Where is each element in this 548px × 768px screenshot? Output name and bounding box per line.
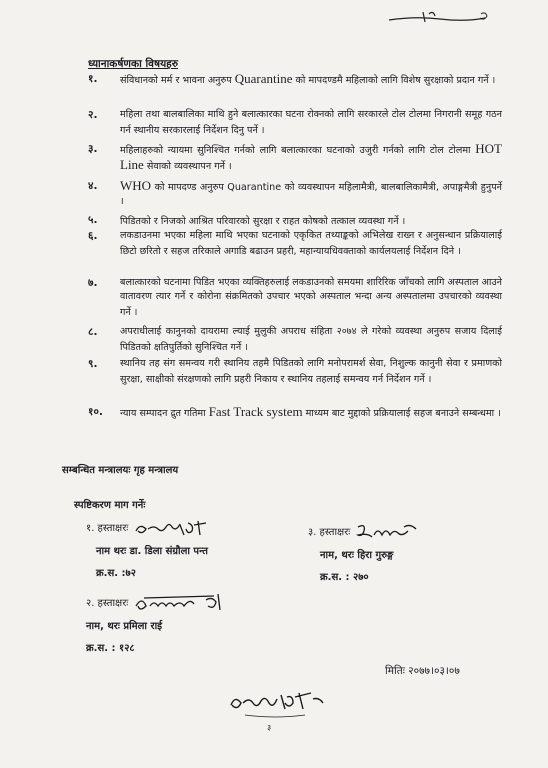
item-number: १०. [88, 406, 103, 418]
handwritten-signature [132, 590, 232, 616]
item-number: ४. [88, 180, 98, 192]
item-text: महिला तथा बालबालिका माथि हुने बलात्कारका घटना रोक्नको लागि सरकारले टोल टोलमा निगरानी समूह गठन गर्न स्थानीय सरकारलाई निर्देशन दिनु पर्ने । [120, 109, 502, 136]
document-date: मितिः २०७७।०३।०७ [385, 665, 460, 677]
item-text: WHO को मापदण्ड अनुरुप Quarantine को व्यवस्थापन महिलामैत्री, बालबालिकामैत्री, अपाङ्गमैत्री हुनुपर्ने । [120, 178, 502, 207]
signatory-serial: क्र.स. :७२ [96, 568, 136, 579]
item-number: ९. [88, 358, 98, 370]
item-text: पिडितको र निजको आश्रित परिवारको सुरक्षा र राहत कोषको तत्काल व्यवस्था गर्ने । [120, 216, 406, 227]
item-number: १. [88, 73, 98, 85]
page-number: ३ [267, 723, 272, 732]
handwritten-signature [354, 521, 424, 543]
signatory-1 [86, 517, 222, 581]
item-text: संविधानको मर्म र भावना अनुरुप Quarantine को मापदण्डमै महिलाको लागि विशेष सुरक्षाको प्रदान गर्ने । [120, 71, 496, 86]
item-number: ५. [88, 214, 98, 226]
item-text: अपराधीलाई कानुनको दायरामा ल्याई मुलुकी अपराध संहिता २०७४ ले गरेको व्यवस्था अनुरुप सजाय दिलाई पिडितको क्षतिपुर्तिको सुनिश्चित गर्ने । [120, 326, 502, 353]
item-text: महिलाहरुको न्यायमा सुनिश्चित गर्नको लागि बलात्कारका घटनाको उजुरी गर्नको लागि टोल टोलमा HOT Line सेवाको व्यवस्थापन गर्ने । [120, 141, 502, 172]
signatory-3 [308, 521, 424, 585]
signatory-name: नाम थरः डा. डिला संग्रौला पन्त [96, 546, 208, 557]
item-number: २. [88, 109, 98, 121]
handwritten-signature [132, 517, 222, 539]
signatory-name: नाम, थरः प्रमिला राई [86, 621, 163, 632]
item-number: ३. [88, 143, 98, 155]
signature-label: २. हस्ताक्षरः [86, 598, 129, 609]
clarification-heading: स्पष्टिकरण माग गर्नेः [74, 500, 146, 511]
section-heading: ध्यानाकर्षणका विषयहरु [88, 58, 179, 70]
top-handwritten-mark [385, 6, 505, 28]
item-text: बलात्कारको घटनामा पिडित भएका व्यक्तिहरुलाई लकडाउनको समयमा शारिरिक जाँचको लागि अस्पताल आउने वातावरण त्यार गर्ने र कोरोना संक्रमितको उपचार भएको अस्पताल भन्दा अन्य अस्पतालमा उपचारको व्यवस्था गर्ने । [120, 277, 502, 318]
signatory-name: नाम, थरः हिरा गुरुङ्ग [320, 550, 394, 561]
item-number: ७. [88, 277, 98, 289]
related-ministry: सम्बन्धित मन्त्रालयः गृह मन्त्रालय [62, 465, 179, 476]
signature-label: ३. हस्ताक्षरः [308, 527, 351, 538]
item-text: स्थानिय तह संग समन्वय गरी स्थानिय तहमै पिडितको लागि मनोपरामर्श सेवा, निशुल्क कानुनी सेवा र प्रमाणको सुरक्षा, साक्षीको संरक्षणको लागि प्रहरी निकाय र स्थानिय तहलाई समन्वय गर्न निर्देशन गर्ने । [120, 358, 502, 385]
item-text: न्याय सम्पादन द्रुत गतिमा Fast Track system माध्यम बाट मुद्दाको प्रक्रियालाई सहज बनाउने सम्बन्धमा । [120, 404, 501, 419]
signatory-serial: क्र.स. : १२८ [86, 643, 135, 654]
item-number: ६. [88, 230, 98, 242]
item-number: ८. [88, 326, 98, 338]
signature-label: १. हस्ताक्षरः [86, 523, 129, 534]
signatory-2 [86, 590, 232, 656]
bottom-handwritten-signature [225, 685, 335, 721]
item-text: लकडाउनमा भएका महिला माथि भएका घटनाको एकृकित तथ्याङ्कको अभिलेख राख्न र अनुसन्धान प्रक्रियालाई छिटो छरितो र सहज तरिकाले अगाडि बढाउन प्रहरी, महान्यायधिवक्ताको कार्यलयलाई निर्देशन दिने । [120, 230, 502, 257]
signatory-serial: क्र.स. : २७० [320, 572, 369, 583]
